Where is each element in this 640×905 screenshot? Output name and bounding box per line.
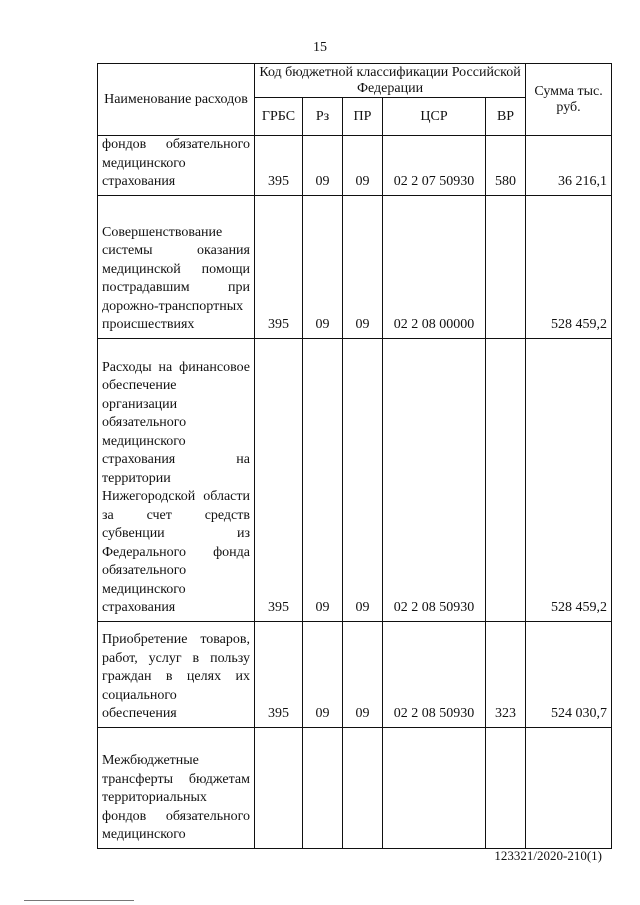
row-rz: 09 xyxy=(303,195,343,338)
row-pr: 09 xyxy=(343,621,383,727)
header-csr: ЦСР xyxy=(383,98,486,136)
row-grbs: 395 xyxy=(255,621,303,727)
row-vr: 580 xyxy=(486,136,526,196)
header-grbs: ГРБС xyxy=(255,98,303,136)
row-sum: 528 459,2 xyxy=(526,338,612,621)
row-name: Приобретение товаров, работ, услуг в пользу граждан в целях их социального обеспечения xyxy=(98,621,255,727)
row-vr xyxy=(486,727,526,848)
header-code-group: Код бюджетной классификации Российской Федерации xyxy=(255,64,526,98)
header-vr: ВР xyxy=(486,98,526,136)
row-vr xyxy=(486,338,526,621)
table-row xyxy=(98,621,612,727)
budget-table xyxy=(97,63,612,849)
header-pr: ПР xyxy=(343,98,383,136)
table-row xyxy=(98,727,612,848)
row-pr: 09 xyxy=(343,195,383,338)
row-name: Расходы на финансовое обеспечение организации обязательного медицинского страхования на территории Нижегородской области за счет средств субвенции из Федерального фонда обязательного медицинского страхования xyxy=(98,338,255,621)
row-pr xyxy=(343,727,383,848)
header-row xyxy=(98,64,612,98)
row-pr: 09 xyxy=(343,136,383,196)
table-row xyxy=(98,338,612,621)
table-row xyxy=(98,195,612,338)
row-grbs: 395 xyxy=(255,195,303,338)
row-name: фондов обязательного медицинского страхования xyxy=(98,136,255,196)
header-name: Наименование расходов xyxy=(98,64,255,136)
row-rz: 09 xyxy=(303,621,343,727)
row-sum: 528 459,2 xyxy=(526,195,612,338)
row-pr: 09 xyxy=(343,338,383,621)
row-sum: 36 216,1 xyxy=(526,136,612,196)
row-rz: 09 xyxy=(303,136,343,196)
page-number: 15 xyxy=(313,40,327,55)
footer-divider xyxy=(24,900,134,901)
row-grbs: 395 xyxy=(255,136,303,196)
row-grbs xyxy=(255,727,303,848)
row-rz: 09 xyxy=(303,338,343,621)
row-grbs: 395 xyxy=(255,338,303,621)
row-name: Межбюджетные трансферты бюджетам территориальных фондов обязательного медицинского xyxy=(98,727,255,848)
row-sum xyxy=(526,727,612,848)
row-vr xyxy=(486,195,526,338)
row-sum: 524 030,7 xyxy=(526,621,612,727)
table-row xyxy=(98,136,612,196)
row-csr: 02 2 08 50930 xyxy=(383,621,486,727)
header-rz: Рз xyxy=(303,98,343,136)
row-name: Совершенствование системы оказания медицинской помощи пострадавшим при дорожно-транспортных происшествиях xyxy=(98,195,255,338)
row-csr xyxy=(383,727,486,848)
row-csr: 02 2 08 50930 xyxy=(383,338,486,621)
header-sum: Сумма тыс. руб. xyxy=(526,64,612,136)
row-csr: 02 2 07 50930 xyxy=(383,136,486,196)
document-code: 123321/2020-210(1) xyxy=(494,848,602,863)
row-csr: 02 2 08 00000 xyxy=(383,195,486,338)
row-vr: 323 xyxy=(486,621,526,727)
row-rz xyxy=(303,727,343,848)
